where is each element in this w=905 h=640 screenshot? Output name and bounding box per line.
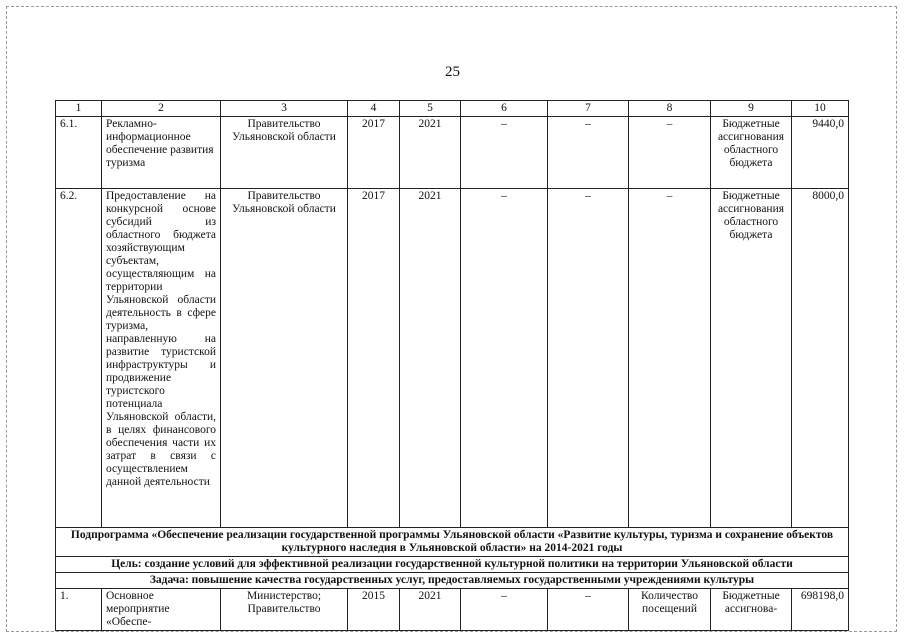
amount: 9440,0 [792,117,849,189]
activity-name: Предоставление на конкурсной основе субсидий из областного бюджета хозяйствующим субъектам, осуществляющим на территории Ульяновской области деятельность в сфере туризма, направленную на развитие туристской инфраструктуры и продвижение туристского потенциала Ульяновской области, в целях финансового обеспечения части их затрат в связи с осуществлением данной деятельности [102,189,221,528]
row-number: 6.2. [56,189,102,528]
end-year: 2021 [400,589,461,631]
goal-text: Цель: создание условий для эффективной реализации государственной культурной политики на территории Ульяновской области [56,557,849,573]
program-table [55,100,849,631]
column-header: 9 [711,101,792,117]
column-header: 8 [629,101,711,117]
start-year: 2017 [348,189,400,528]
executor: Министерство; Правительство [221,589,348,631]
column-header: 2 [102,101,221,117]
cell-dash: – [629,189,711,528]
task-row [56,573,849,589]
cell-dash: – [461,589,548,631]
start-year: 2015 [348,589,400,631]
subprogram-title: Подпрограмма «Обеспечение реализации государственной программы Ульяновской области «Развитие культуры, туризма и сохранение объектов культурного наследия в Ульяновской области» на 2014-2021 годы [56,528,849,557]
executor: Правительство Ульяновской области [221,189,348,528]
funding-source: Бюджетные ассигнования областного бюджета [711,189,792,528]
column-number-row [56,101,849,117]
column-header: 4 [348,101,400,117]
column-header: 6 [461,101,548,117]
task-text: Задача: повышение качества государственных услуг, предоставляемых государственными учреждениями культуры [56,573,849,589]
row-number: 1. [56,589,102,631]
end-year: 2021 [400,189,461,528]
start-year: 2017 [348,117,400,189]
funding-source: Бюджетные ассигнова- [711,589,792,631]
column-header: 3 [221,101,348,117]
page-number: 25 [445,64,460,80]
column-header: 10 [792,101,849,117]
amount: 8000,0 [792,189,849,528]
executor: Правительство Ульяновской области [221,117,348,189]
end-year: 2021 [400,117,461,189]
cell-dash: – [461,189,548,528]
amount: 698198,0 [792,589,849,631]
funding-source: Бюджетные ассигнования областного бюджета [711,117,792,189]
table-row [56,117,849,189]
cell-dash: – [548,117,629,189]
column-header: 1 [56,101,102,117]
subprogram-row [56,528,849,557]
column-header: 7 [548,101,629,117]
activity-name: Основное мероприятие «Обеспе- [102,589,221,631]
cell-dash: – [629,117,711,189]
row-number: 6.1. [56,117,102,189]
table-row [56,189,849,528]
goal-row [56,557,849,573]
activity-name: Рекламно-информационное обеспечение развития туризма [102,117,221,189]
table-row [56,589,849,631]
indicator: Количество посещений [629,589,711,631]
cell-dash: – [548,589,629,631]
cell-dash: – [548,189,629,528]
column-header: 5 [400,101,461,117]
cell-dash: – [461,117,548,189]
